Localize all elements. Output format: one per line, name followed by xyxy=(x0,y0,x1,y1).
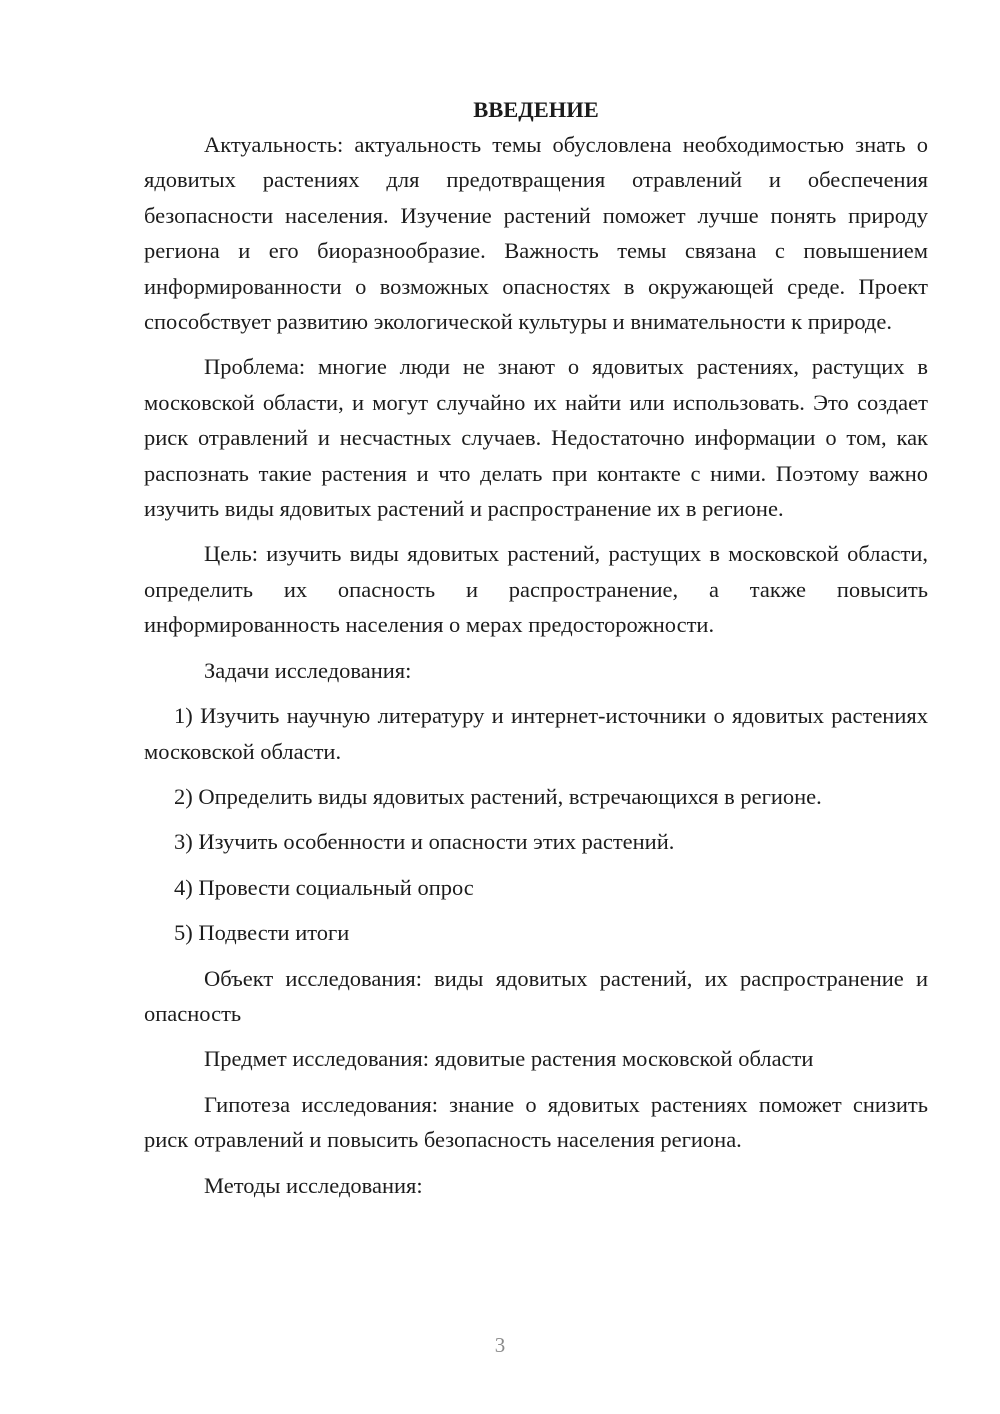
object-paragraph: Объект исследования: виды ядовитых растений, их распространение и опасность xyxy=(144,965,928,1026)
problem-paragraph: Проблема: многие люди не знают о ядовитых растениях, растущих в московской области, и могут случайно их найти или использовать. Это создает риск отравлений и несчастных случаев. Недостаточно информации о том, как распознать такие растения и что делать при контакте с ними. Поэтому важно изучить виды ядовитых растений и распространение их в регионе. xyxy=(144,354,928,522)
task-item-3: 3) Изучить особенности и опасности этих растений. xyxy=(174,829,675,855)
goal-paragraph: Цель: изучить виды ядовитых растений, растущих в московской области, определить их опасность и распространение, а также повысить информированность населения о мерах предосторожности. xyxy=(144,541,928,638)
subject-paragraph: Предмет исследования: ядовитые растения московской области xyxy=(204,1046,814,1072)
methods-heading: Методы исследования: xyxy=(204,1172,423,1198)
task-item-2: 2) Определить виды ядовитых растений, встречающихся в регионе. xyxy=(174,783,822,809)
page-content xyxy=(144,92,928,1213)
tasks-heading: Задачи исследования: xyxy=(204,657,412,683)
task-item-4: 4) Провести социальный опрос xyxy=(174,874,474,900)
task-item-5: 5) Подвести итоги xyxy=(174,920,350,946)
relevance-paragraph: Актуальность: актуальность темы обусловлена необходимостью знать о ядовитых растениях для предотвращения отравлений и обеспечения безопасности населения. Изучение растений поможет лучше понять природу региона и его биоразнообразие. Важность темы связана с повышением информированности о возможных опасностях в окружающей среде. Проект способствует развитию экологической культуры и внимательности к природе. xyxy=(144,132,928,335)
page-number: 3 xyxy=(494,1333,506,1357)
page-title: ВВЕДЕНИЕ xyxy=(473,97,599,122)
hypothesis-paragraph: Гипотеза исследования: знание о ядовитых растениях поможет снизить риск отравлений и повысить безопасность населения региона. xyxy=(144,1091,928,1153)
task-item-1: 1) Изучить научную литературу и интернет-источники о ядовитых растениях московской области. xyxy=(144,703,928,764)
